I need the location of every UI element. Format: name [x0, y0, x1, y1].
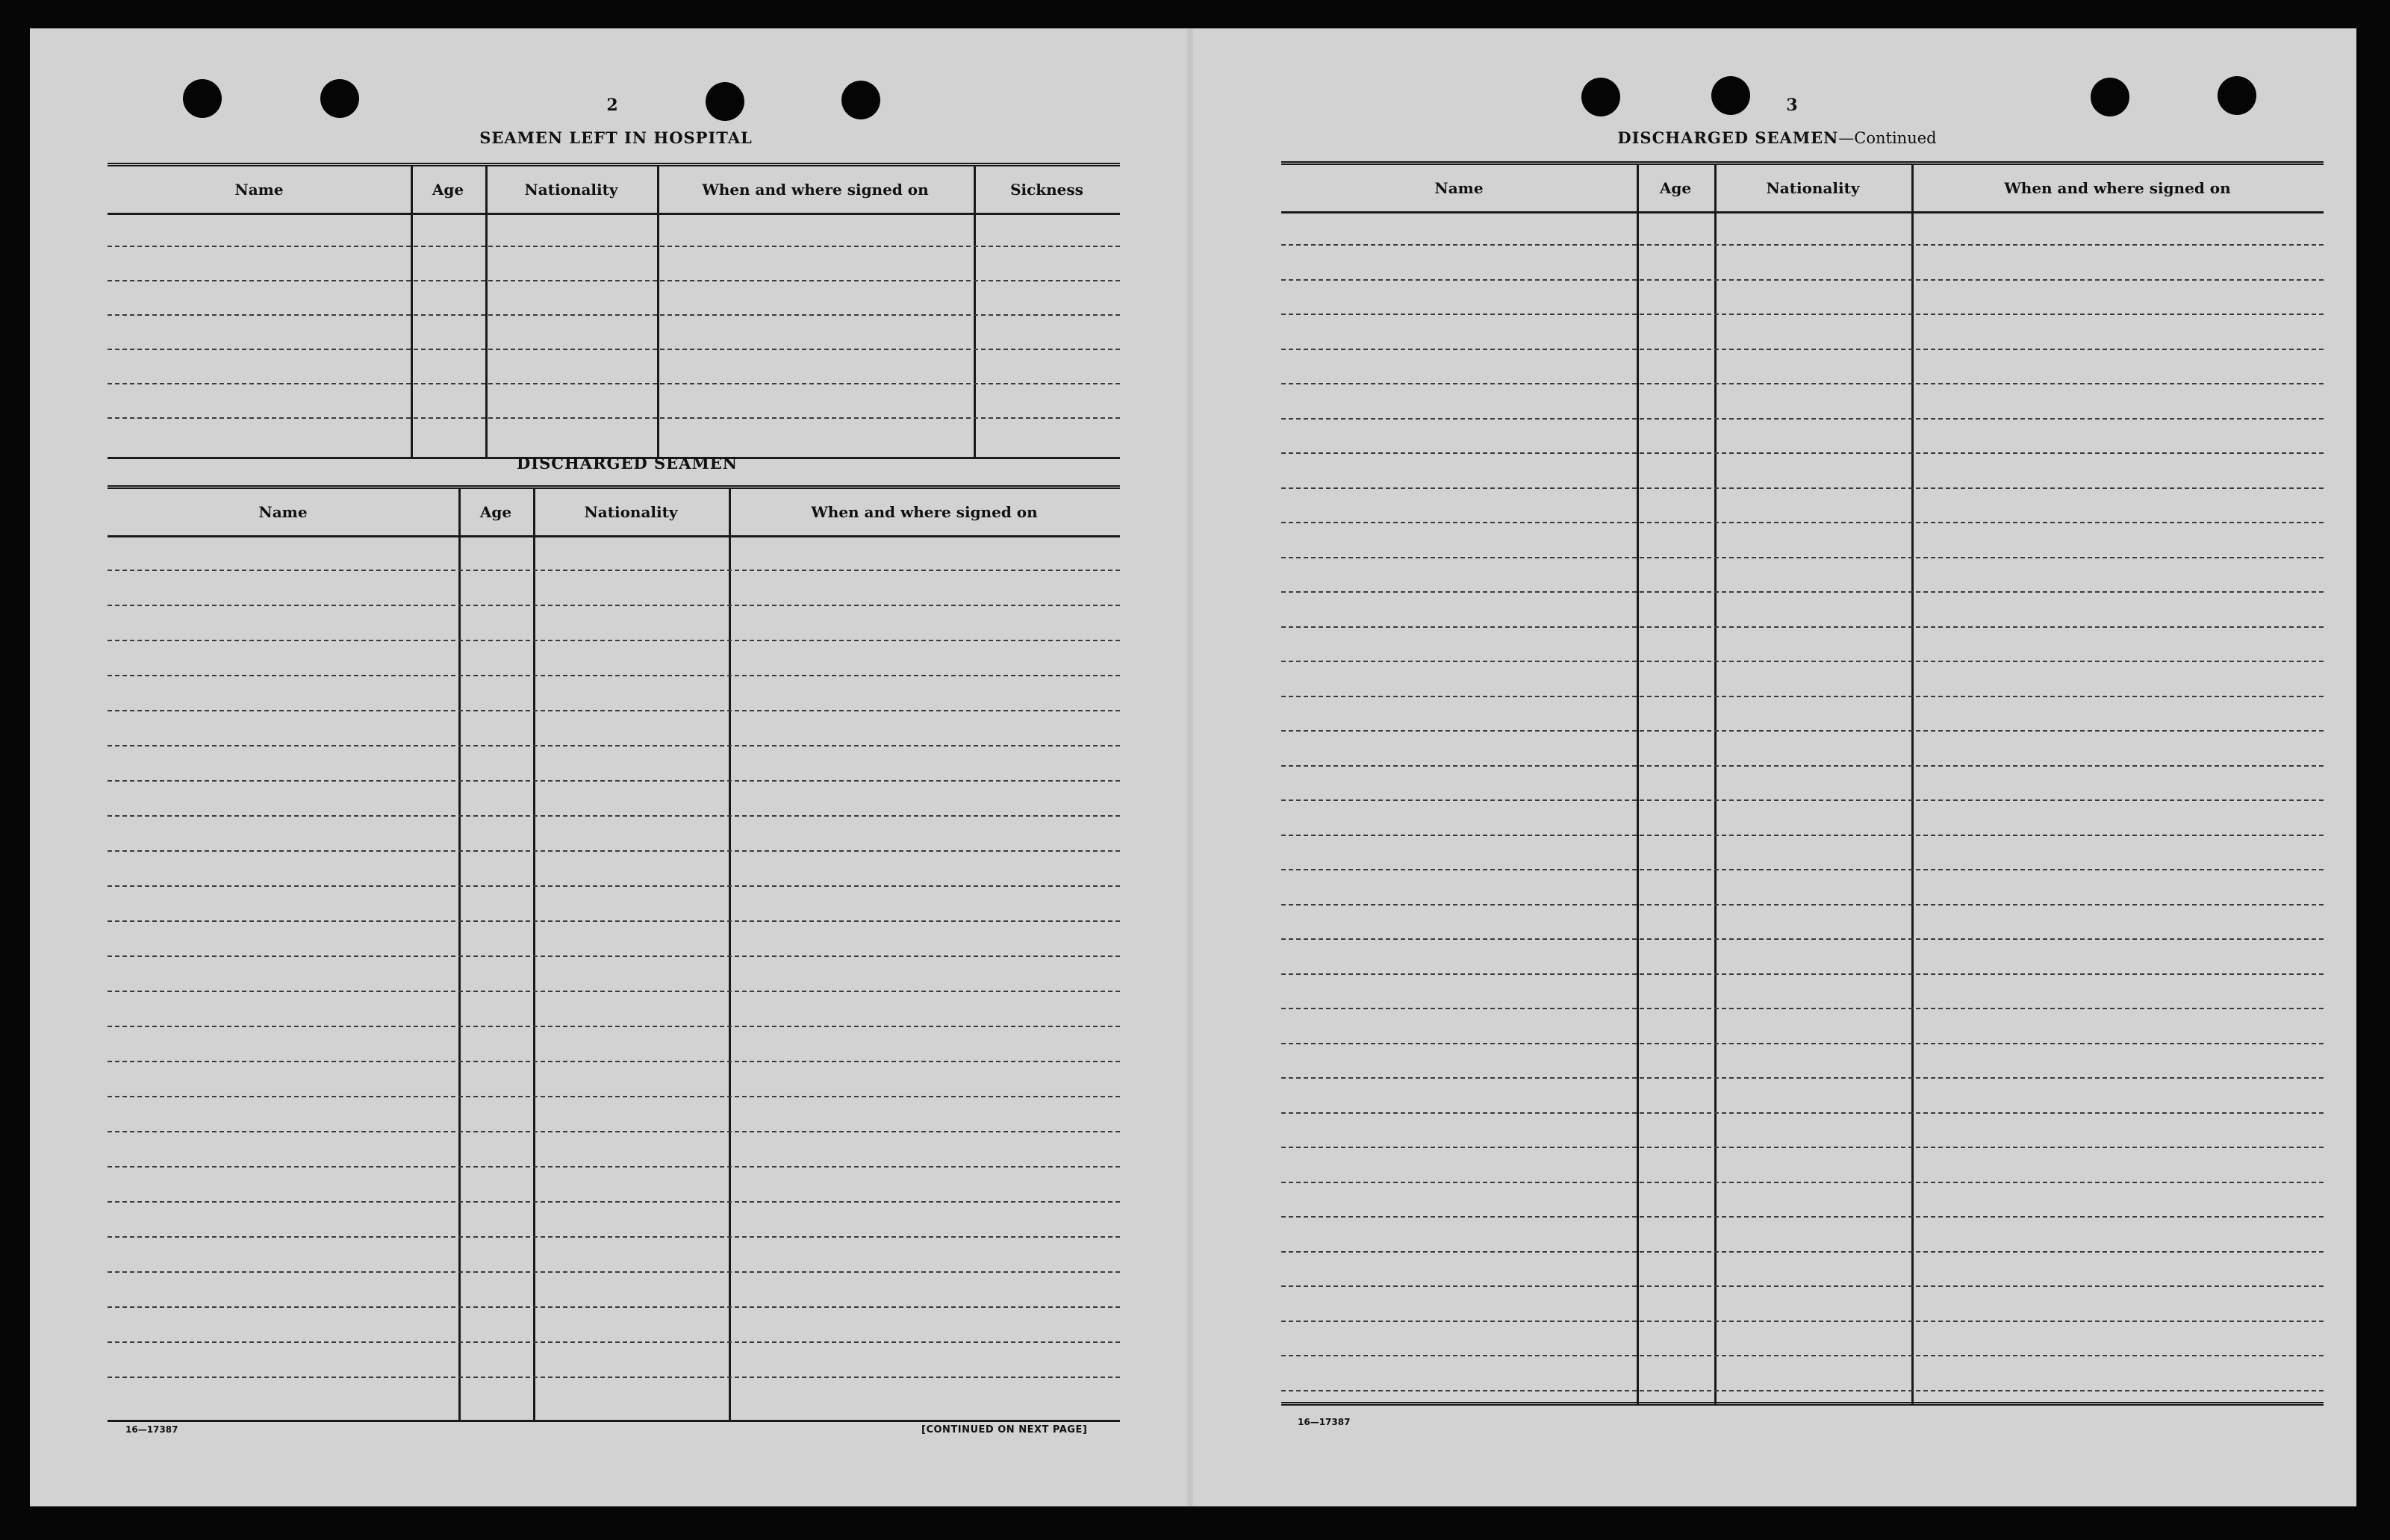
entry-row — [1281, 626, 2324, 628]
entry-row — [1281, 487, 2324, 489]
right-page-number: 3 — [1786, 96, 1798, 115]
column-rule — [1714, 165, 1717, 1406]
column-header-nationality: Nationality — [533, 489, 729, 537]
column-header-age: Age — [411, 166, 485, 215]
entry-row — [108, 815, 1120, 817]
hospital-table — [108, 163, 1120, 459]
column-rule — [411, 166, 413, 459]
discharged-section-title: DISCHARGED SEAMEN — [517, 454, 738, 473]
entry-row — [108, 1341, 1120, 1343]
entry-row — [1281, 349, 2324, 350]
form-number: 16—17387 — [125, 1424, 178, 1435]
entry-row — [1281, 696, 2324, 697]
entry-row — [1281, 835, 2324, 836]
punch-hole — [2218, 76, 2256, 115]
entry-row — [1281, 1285, 2324, 1287]
entry-row — [108, 675, 1120, 676]
punch-hole — [2091, 78, 2129, 116]
entry-row — [1281, 1043, 2324, 1044]
column-rule — [657, 166, 659, 459]
entry-row — [108, 1166, 1120, 1168]
column-header-name: Name — [108, 489, 458, 537]
entry-row — [1281, 1390, 2324, 1391]
punch-hole — [841, 81, 880, 119]
table-bottom-rule — [1281, 1402, 2324, 1406]
form-number: 16—17387 — [1298, 1417, 1351, 1427]
entry-row — [108, 1096, 1120, 1097]
entry-row — [108, 383, 1120, 384]
entry-row — [1281, 904, 2324, 905]
entry-row — [108, 605, 1120, 606]
entry-row — [1281, 244, 2324, 246]
entry-row — [1281, 557, 2324, 558]
continued-note: [CONTINUED ON NEXT PAGE] — [921, 1424, 1088, 1435]
right-section-title — [1617, 128, 1936, 147]
entry-row — [1281, 973, 2324, 975]
entry-row — [1281, 1008, 2324, 1009]
column-rule — [974, 166, 976, 459]
punch-hole — [320, 79, 359, 118]
entry-row — [108, 780, 1120, 782]
entry-row — [108, 710, 1120, 711]
left-page-number: 2 — [606, 96, 618, 115]
column-rule — [1911, 165, 1914, 1406]
entry-row — [1281, 1077, 2324, 1079]
entry-row — [108, 1271, 1120, 1273]
table-bottom-rule — [108, 1420, 1120, 1422]
discharged-continued-table — [1281, 161, 2324, 1406]
column-header-signed-on: When and where signed on — [1911, 165, 2324, 213]
entry-row — [108, 1306, 1120, 1308]
entry-row — [108, 885, 1120, 887]
column-header-age: Age — [458, 489, 533, 537]
entry-row — [108, 1377, 1120, 1378]
entry-row — [1281, 1112, 2324, 1114]
entry-row — [1281, 1355, 2324, 1356]
entry-row — [108, 246, 1120, 247]
right-section-title-suffix: —Continued — [1838, 129, 1937, 147]
entry-row — [1281, 452, 2324, 454]
punch-hole — [1711, 76, 1750, 115]
entry-row — [1281, 938, 2324, 940]
document-sheet — [30, 28, 2356, 1506]
entry-row — [1281, 1321, 2324, 1322]
entry-row — [1281, 314, 2324, 315]
entry-row — [108, 417, 1120, 419]
entry-row — [108, 1131, 1120, 1132]
column-header-age: Age — [1637, 165, 1714, 213]
discharged-table — [108, 485, 1120, 1422]
entry-row — [1281, 1147, 2324, 1148]
entry-row — [108, 570, 1120, 571]
right-section-title-text: DISCHARGED SEAMEN — [1617, 128, 1839, 147]
column-header-signed-on: When and where signed on — [657, 166, 974, 215]
entry-row — [1281, 383, 2324, 384]
entry-row — [1281, 418, 2324, 420]
entry-row — [108, 920, 1120, 922]
column-rule — [485, 166, 488, 459]
column-header-nationality: Nationality — [485, 166, 657, 215]
column-rule — [1637, 165, 1639, 1406]
entry-row — [108, 280, 1120, 281]
entry-row — [1281, 661, 2324, 662]
column-header-nationality: Nationality — [1714, 165, 1911, 213]
entry-row — [1281, 591, 2324, 593]
column-header-name: Name — [108, 166, 411, 215]
entry-row — [108, 956, 1120, 957]
entry-row — [1281, 730, 2324, 732]
page-fold — [1187, 28, 1193, 1506]
entry-row — [108, 1201, 1120, 1203]
column-header-signed-on: When and where signed on — [729, 489, 1120, 537]
entry-row — [108, 1026, 1120, 1027]
entry-row — [1281, 1251, 2324, 1253]
entry-row — [108, 314, 1120, 316]
entry-row — [108, 991, 1120, 992]
entry-row — [1281, 765, 2324, 767]
entry-row — [1281, 522, 2324, 523]
entry-row — [1281, 869, 2324, 870]
column-header-sickness: Sickness — [974, 166, 1120, 215]
punch-hole — [706, 82, 744, 121]
entry-row — [108, 349, 1120, 350]
entry-row — [108, 1236, 1120, 1238]
entry-row — [108, 640, 1120, 641]
entry-row — [108, 850, 1120, 852]
entry-row — [108, 1061, 1120, 1062]
entry-row — [108, 745, 1120, 746]
entry-row — [1281, 799, 2324, 801]
entry-row — [1281, 279, 2324, 281]
hospital-section-title: SEAMEN LEFT IN HOSPITAL — [479, 128, 753, 147]
entry-row — [1281, 1182, 2324, 1183]
entry-row — [1281, 1216, 2324, 1218]
punch-hole — [183, 79, 222, 118]
punch-hole — [1581, 78, 1620, 116]
column-header-name: Name — [1281, 165, 1637, 213]
